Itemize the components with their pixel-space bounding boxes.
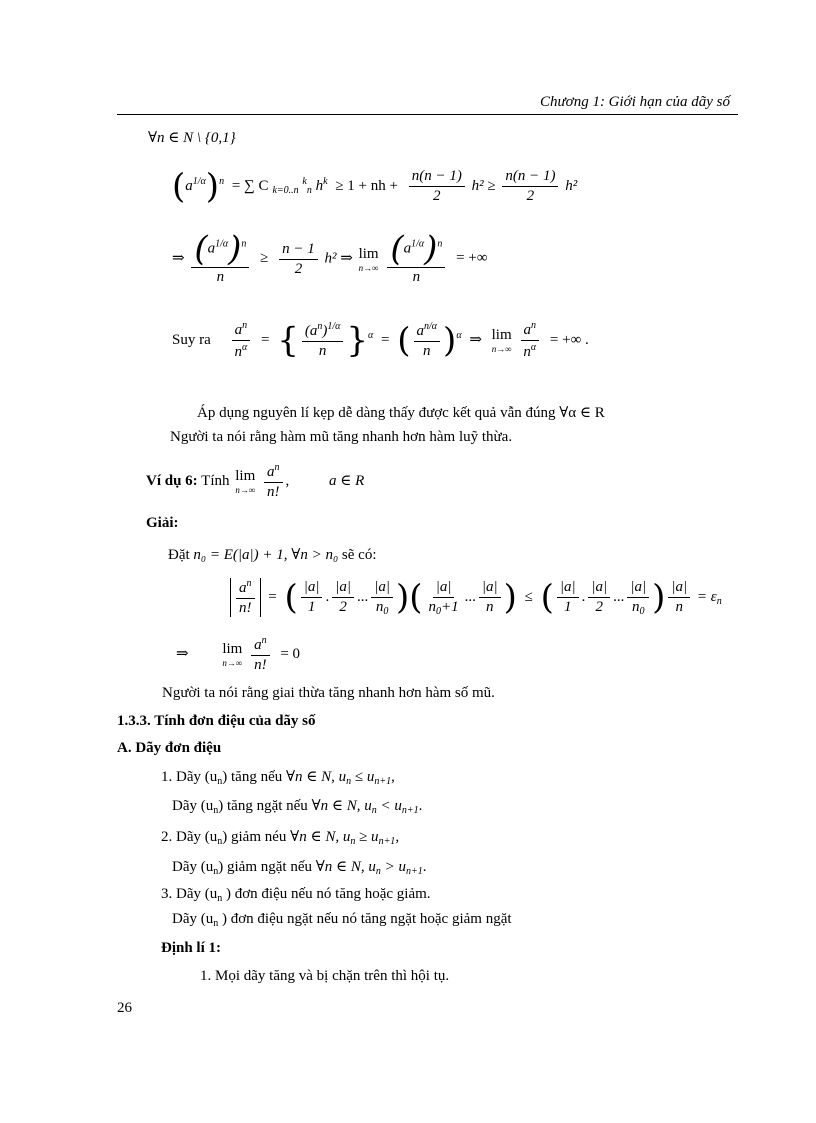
factorial-paragraph: Người ta nói rằng giai thừa tăng nhanh hơn hàm số mũ. — [162, 685, 495, 701]
set-n0: Đặt n₀ = E(|a|) + 1, ∀n > n₀ sẽ có: — [168, 547, 377, 563]
binomial-equation: $(a^{1/\alpha})^n$ = ∑ C $_{k=0..n}$ $^k_n$ $h^k \ge 1$ + nh + $\frac{n(n - 1)}{2}$ h² ≥ $\frac{n(n - 1)}{2}$ h² — [172, 166, 578, 207]
section-heading: 1.3.3. Tính đơn điệu của dãy số — [117, 713, 316, 729]
item-3b: Dãy ($u_n$ ) đơn điệu ngặt nếu nó tăng ngặt hoặc giảm ngặt — [172, 911, 512, 929]
exponential-paragraph: Người ta nói rằng hàm mũ tăng nhanh hơn hàm luỹ thừa. — [170, 429, 513, 445]
page-number: 26 — [117, 1000, 132, 1016]
forall-condition: ∀n ∈ N \ {0,1} — [148, 130, 236, 146]
solution-label: Giải: — [146, 515, 179, 531]
item-2: 2. Dãy $(u_n)$ giảm néu ∀n ∈ N, $u_n \ge u_{n+1}$, — [161, 829, 400, 847]
theorem-item-1: 1. Mọi dãy tăng và bị chặn trên thì hội tụ. — [200, 968, 450, 984]
example-6: Ví dụ 6: Tính lim n→∞ $\frac{a^n}{n!}$ , a ∈ R — [146, 462, 365, 500]
theorem-label: Định lí 1: — [161, 940, 222, 956]
subsection-heading: A. Dãy đơn điệu — [117, 740, 222, 756]
chapter-header: Chương 1: Giới hạn của dãy số — [540, 94, 731, 110]
implies-equation: ⇒ $\frac{(a^{1/\alpha})^n}{n}$ ≥ $\frac{n - 1}{2}$ h² ⇒ lim n→∞ $\frac{(a^{1/\alpha})^n}{n}$ = +∞ — [172, 229, 488, 285]
header-rule — [117, 114, 738, 115]
item-2b: Dãy $(u_n)$ giảm ngặt nếu ∀n ∈ N, $u_n > u_{n+1}$. — [172, 859, 427, 877]
squeeze-paragraph: Áp dụng nguyên lí kẹp dễ dàng thấy được kết quả vẫn đúng ∀α ∈ R — [197, 405, 605, 421]
limit-zero: ⇒ lim n→∞ $\frac{a^n}{n!}$ = 0 — [176, 635, 301, 673]
item-1b: Dãy $(u_n)$ tăng ngặt nếu ∀n ∈ N, $u_n < u_{n+1}$. — [172, 798, 423, 816]
item-3: 3. Dãy ($u_n$ ) đơn điệu nếu nó tăng hoặc giảm. — [161, 886, 431, 904]
bound-equation: $\frac{a^n}{n!}$ = ( $\frac{|a|}{1}$ . $\frac{|a|}{2}$ ... $\frac{|a|}{n_0}$ )( $\frac{|a|}{n_0+1}$ ... $\frac{|a|}{n}$ ) ≤ ( $\frac{|a|}{1}$ . $\frac{|a|}{2}$ ... $\frac{|a|}{n_0}$ ) $\frac{|a|}{n}$ = $\varepsilon_n$ — [230, 578, 722, 617]
item-1: 1. Dãy $(u_n)$ tăng nếu ∀n ∈ N, $u_n \le u_{n+1}$, — [161, 769, 395, 787]
suy-ra-equation: Suy ra $\frac{a^n}{n^\alpha}$ = { $\frac{(a^n)^{1/\alpha}}{n}$ }$^\alpha$ = ( $\frac{a^{n/\alpha}}{n}$ )$^\alpha$ ⇒ lim n→∞ $\frac{a^n}{n^\alpha}$ = +∞ . — [172, 320, 589, 361]
